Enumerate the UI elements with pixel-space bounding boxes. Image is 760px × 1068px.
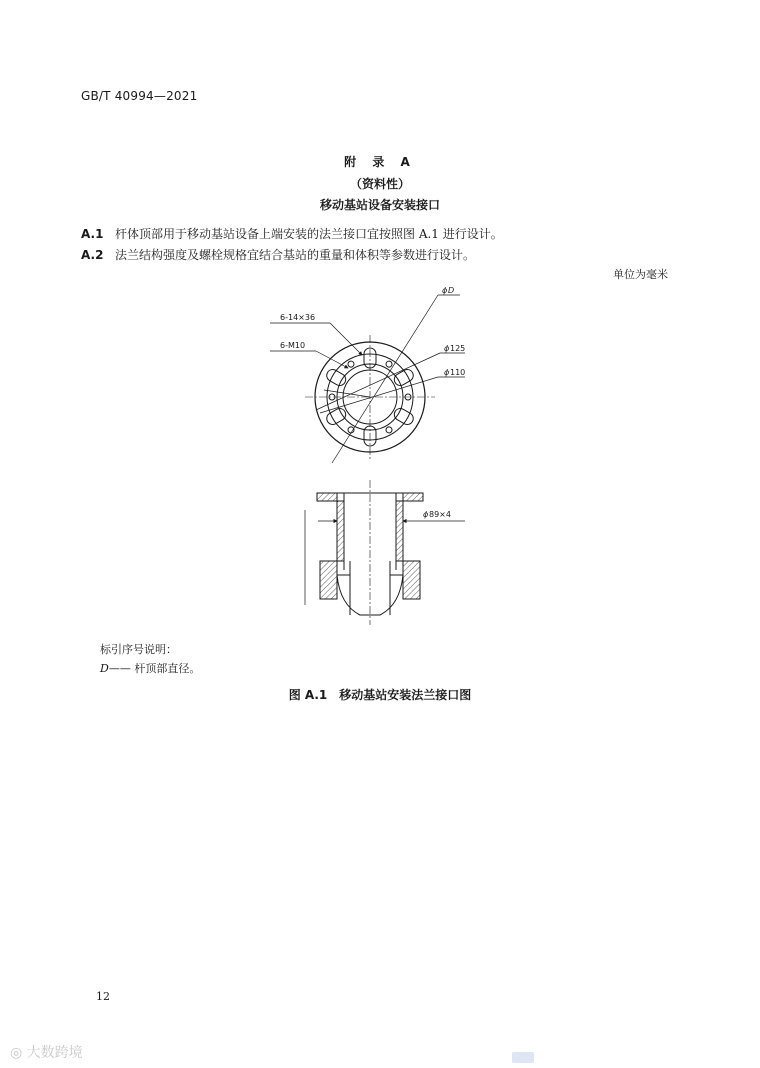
annex-title: 移动基站设备安装接口 <box>319 198 440 212</box>
clause-a2 <box>81 246 475 263</box>
d110-label: 110 <box>450 368 466 377</box>
pipe-size-label: 89×4 <box>429 510 451 519</box>
figure-caption: 图 A.1 移动基站安装法兰接口图 <box>288 688 472 702</box>
clause-text: 杆体顶部用于移动基站设备上端安装的法兰接口宜按照图 A.1 进行设计。 <box>115 227 503 241</box>
unit-note: 单位为毫米 <box>613 268 668 281</box>
bolt-label: 6-M10 <box>280 341 306 350</box>
phi-symbol: ϕ <box>444 344 450 353</box>
slot-label: 6-14×36 <box>280 313 316 322</box>
watermark-badge-icon <box>512 1052 534 1063</box>
key-title: 标引序号说明： <box>100 643 177 656</box>
flange-drawing <box>260 285 510 630</box>
phi-symbol: ϕ <box>444 368 450 377</box>
phi-symbol: ϕ <box>442 286 448 295</box>
clause-number: A.2 <box>81 248 104 262</box>
key-text: —— 杆顶部直径。 <box>108 662 201 675</box>
page-number: 12 <box>96 990 110 1003</box>
watermark <box>10 1042 83 1062</box>
phi-symbol: ϕ <box>423 510 429 519</box>
standard-code: GB/T 40994—2021 <box>81 89 198 103</box>
annex-label: 附 录 A <box>344 155 416 169</box>
key-symbol: D <box>100 662 109 675</box>
diameter-d-label: D <box>448 286 455 295</box>
clause-a1 <box>81 225 503 242</box>
clause-text: 法兰结构强度及螺栓规格宜结合基站的重量和体积等参数进行设计。 <box>115 248 476 262</box>
clause-number: A.1 <box>81 227 104 241</box>
d125-label: 125 <box>450 344 466 353</box>
key-item <box>100 660 200 676</box>
watermark-text: 大数跨境 <box>26 1045 83 1061</box>
watermark-icon: ◎ <box>10 1045 27 1061</box>
flange-section-view <box>305 480 465 625</box>
annex-type: （资料性） <box>349 177 410 191</box>
